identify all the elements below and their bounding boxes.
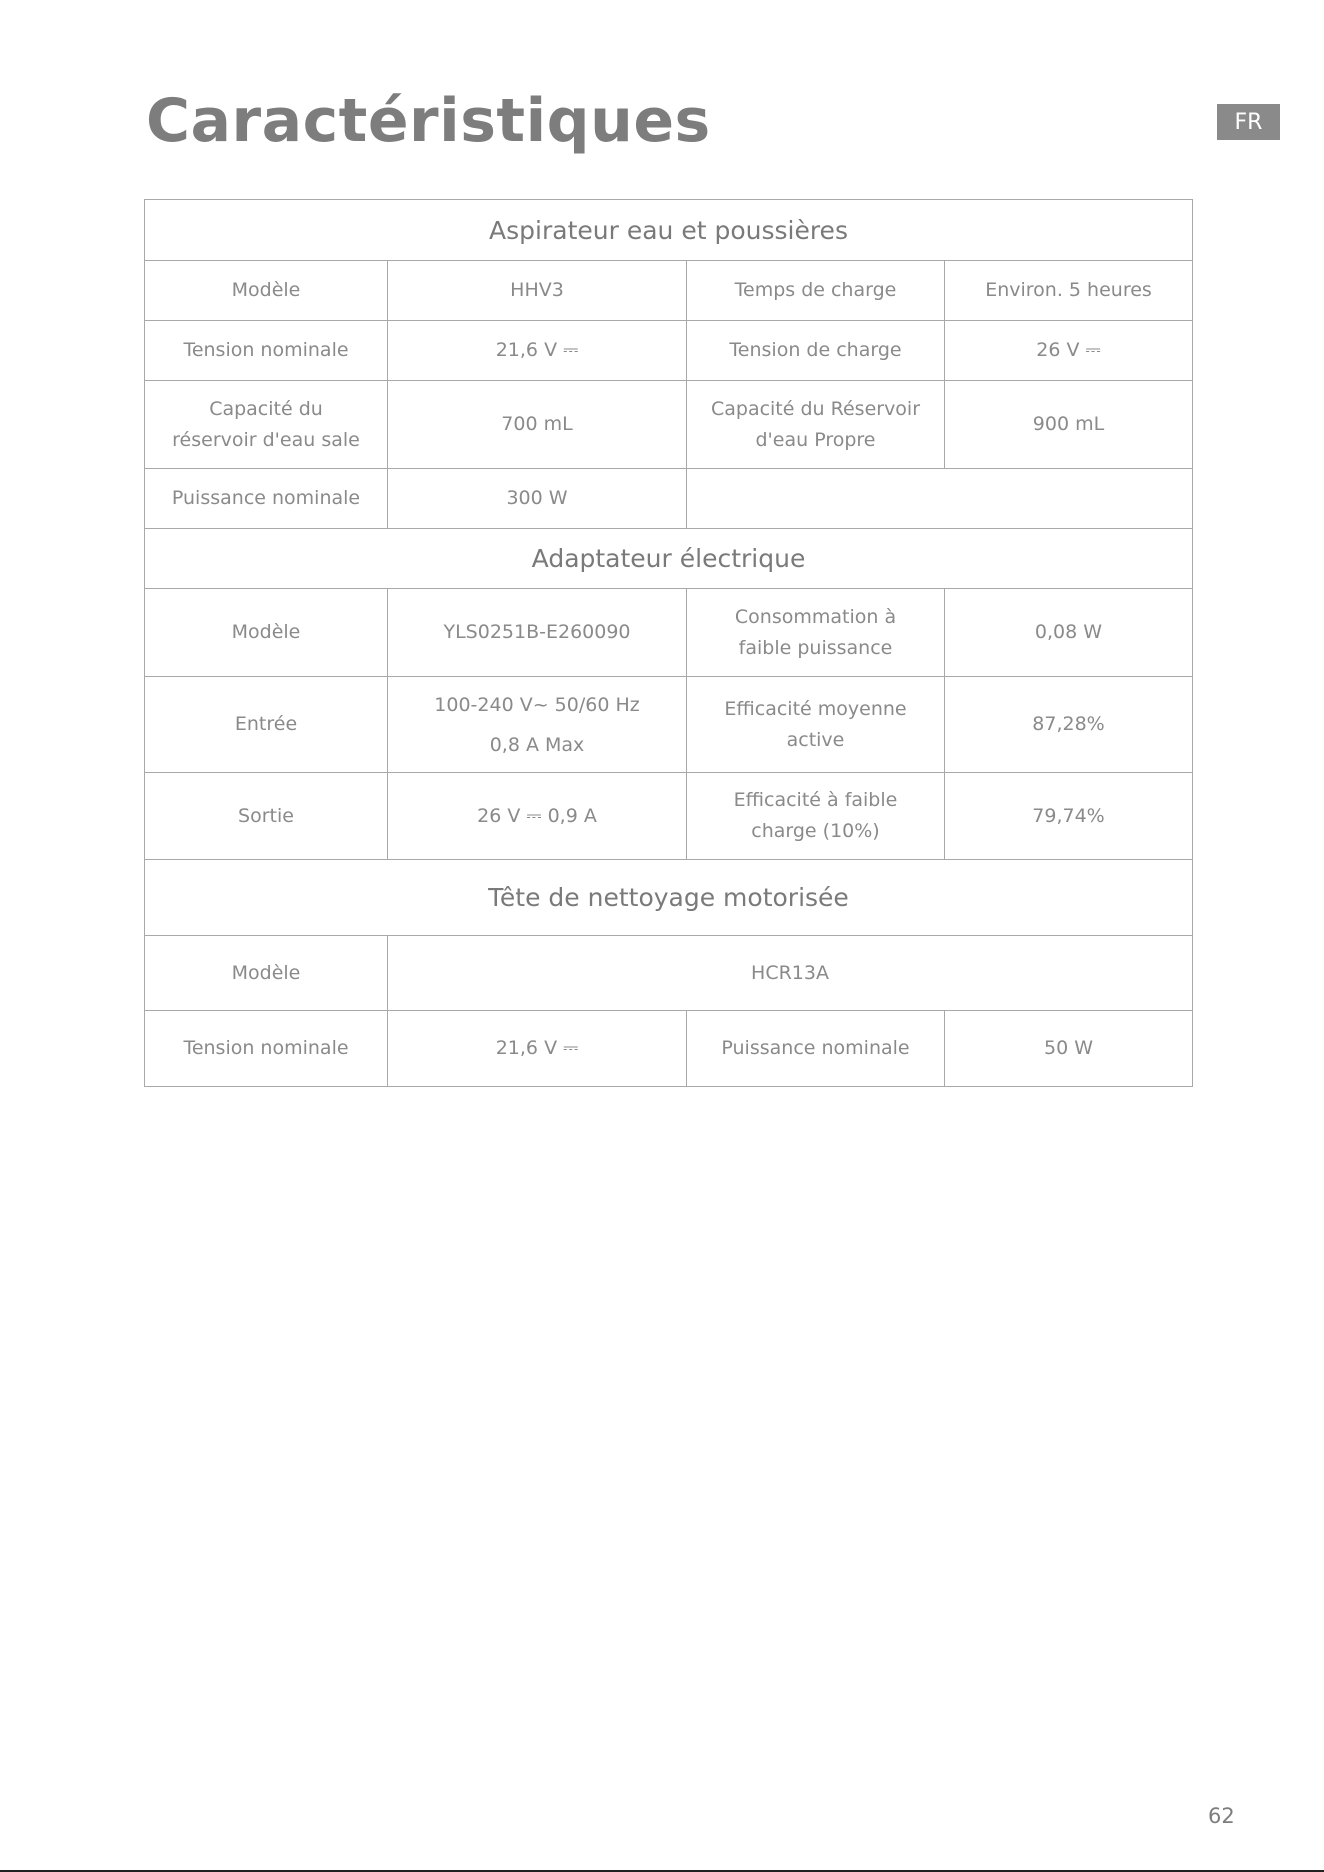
spec-label bbox=[687, 381, 945, 469]
section-heading-cleaning-head: Tête de nettoyage motorisée bbox=[145, 860, 1193, 936]
specifications-table bbox=[144, 199, 1193, 1087]
spec-label-line: Efficacité à faible bbox=[733, 789, 898, 811]
spec-value: HCR13A bbox=[388, 936, 1193, 1011]
spec-value-line: 0,8 A Max bbox=[489, 733, 585, 756]
spec-label: Temps de charge bbox=[687, 261, 945, 321]
spec-label: Tension nominale bbox=[145, 1011, 388, 1087]
spec-value: 700 mL bbox=[388, 381, 687, 469]
spec-label: Modèle bbox=[145, 261, 388, 321]
page-number: 62 bbox=[1208, 1804, 1235, 1828]
spec-value: 50 W bbox=[945, 1011, 1193, 1087]
section-heading-row bbox=[145, 200, 1193, 261]
spec-label bbox=[687, 589, 945, 677]
language-badge: FR bbox=[1217, 104, 1280, 140]
spec-value: 900 mL bbox=[945, 381, 1193, 469]
spec-label: Tension nominale bbox=[145, 321, 388, 381]
empty-cell bbox=[687, 469, 1193, 529]
spec-label-line: charge (10%) bbox=[751, 820, 880, 842]
spec-label bbox=[687, 677, 945, 773]
table-row bbox=[145, 677, 1193, 773]
spec-value: 26 V ⎓ 0,9 A bbox=[388, 773, 687, 860]
spec-label-line: Efficacité moyenne bbox=[724, 697, 907, 720]
spec-label-line: Capacité du Réservoir bbox=[710, 397, 921, 420]
table-row bbox=[145, 261, 1193, 321]
spec-label-line: Consommation à bbox=[734, 605, 897, 628]
section-heading-adapter: Adaptateur électrique bbox=[145, 529, 1193, 589]
spec-label-line: faible puissance bbox=[738, 636, 893, 659]
spec-value: 87,28% bbox=[945, 677, 1193, 773]
spec-label bbox=[687, 773, 945, 860]
spec-label: Puissance nominale bbox=[145, 469, 388, 529]
table-row bbox=[145, 773, 1193, 860]
table-row bbox=[145, 589, 1193, 677]
spec-label: Sortie bbox=[145, 773, 388, 860]
spec-value: HHV3 bbox=[388, 261, 687, 321]
section-heading-vacuum: Aspirateur eau et poussières bbox=[145, 200, 1193, 261]
spec-value: 26 V ⎓ bbox=[945, 321, 1193, 381]
table-row bbox=[145, 321, 1193, 381]
section-heading-row bbox=[145, 860, 1193, 936]
table-row bbox=[145, 469, 1193, 529]
spec-value-line: 100-240 V~ 50/60 Hz bbox=[434, 693, 640, 716]
spec-label-line: réservoir d'eau sale bbox=[172, 428, 360, 451]
spec-value: 300 W bbox=[388, 469, 687, 529]
page-title: Caractéristiques bbox=[146, 86, 711, 156]
spec-label: Entrée bbox=[145, 677, 388, 773]
spec-value bbox=[388, 677, 687, 773]
spec-value: 21,6 V ⎓ bbox=[388, 1011, 687, 1087]
spec-value: 21,6 V ⎓ bbox=[388, 321, 687, 381]
spec-value: 79,74% bbox=[945, 773, 1193, 860]
spec-value: 0,08 W bbox=[945, 589, 1193, 677]
spec-label bbox=[145, 381, 388, 469]
table-row bbox=[145, 1011, 1193, 1087]
spec-label-line: active bbox=[786, 728, 845, 751]
table-row bbox=[145, 381, 1193, 469]
spec-value: YLS0251B-E260090 bbox=[388, 589, 687, 677]
section-heading-row bbox=[145, 529, 1193, 589]
spec-label: Modèle bbox=[145, 589, 388, 677]
spec-label-line: Capacité du bbox=[209, 397, 323, 420]
spec-label: Modèle bbox=[145, 936, 388, 1011]
spec-label: Puissance nominale bbox=[687, 1011, 945, 1087]
table-row bbox=[145, 936, 1193, 1011]
spec-label-line: d'eau Propre bbox=[755, 428, 876, 451]
spec-value: Environ. 5 heures bbox=[945, 261, 1193, 321]
spec-label: Tension de charge bbox=[687, 321, 945, 381]
